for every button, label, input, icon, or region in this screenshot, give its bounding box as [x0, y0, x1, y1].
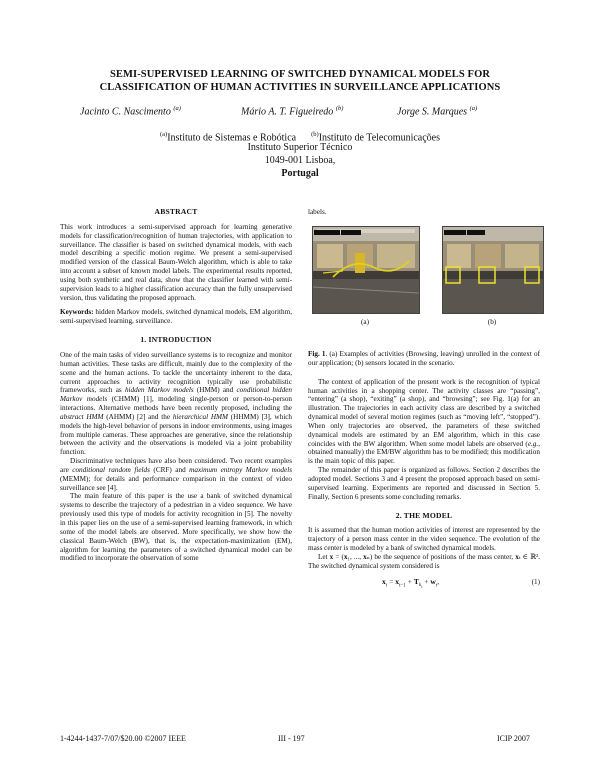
model-heading: 2. THE MODEL	[395, 510, 453, 520]
author-2: Mário A. T. Figueiredo $^{(b)}$	[241, 105, 344, 118]
intro-paragraph-1: One of the main tasks of video surveillance systems is to recognize and monitor human activities. These tasks are difficult, mainly due to the complexity of the scene and the human actions. To tackle the uncertainty inherent to the data, current approaches to activity recognition typically use probabilistic frameworks, such as hidden Markov models (HMM) and conditional hidden Markov models (CHMM) [1], modeling single-person or person-to-person interactions. Alternative methods have been recently proposed, including the abstract HMM (AHMM) [2] and the hierarchical HMM (HHMM) [3], which models the high-level behavior of persons in indoor environments, using images from multiple cameras. These approaches are generative, since the relationship between the activity and the observations is modeled via a joint probability function.	[60, 350, 293, 457]
model-paragraph-2: Let x = (x₁, ..., xₙ) be the sequence of positions of the mass center, xₜ ∈ ℝ². The switched dynamical system considered is	[308, 552, 540, 570]
figure-1b-image	[442, 226, 544, 314]
author-1-mark: (a)	[173, 105, 181, 112]
affiliation-line-3: 1049-001 Lisboa,	[264, 155, 336, 166]
keywords-text: hidden Markov models, switched dynamical models, EM algorithm, semi-supervised learning, surveillance.	[60, 308, 292, 326]
equation-1	[308, 578, 540, 588]
intro-heading: 1. INTRODUCTION	[140, 335, 212, 345]
affil-b: Instituto de Telecomunicações	[318, 132, 440, 144]
model-paragraph-1: It is assumed that the human motion activities of interest are represented by the trajectory of a person mass center in the video sequence. The evolution of the mass center is modeled by a bank of switched dynamical models.	[308, 526, 540, 553]
paper-title	[40, 68, 560, 94]
equation-body: $x_t = x_{t-1} + T_{k_t} + w_t$,	[382, 576, 440, 590]
affiliation-line-2: Instituto Superior Técnico	[247, 142, 353, 153]
affil-a-mark: (a)	[160, 131, 168, 138]
author-3: Jorge S. Marques $^{(a)}$	[397, 105, 478, 118]
figure-1-caption-label: Fig. 1	[308, 350, 326, 358]
abstract-text: This work introduces a semi-supervised approach for learning generative models for classification/recognition of human trajectories, with application to surveillance. The classifier is based on switched dynamical models, with each model describing a specific motion regime. We present a semi-supervised modified version of the classical Baum-Welch algorithm, which is able to take into account a subset of known model labels. The experimental results reported, using both synthetic and real data, show that the classifier learned with semi-supervision leads to a higher classification accuracy than the fully unsupervised version, thus validating the proposed approach.	[60, 222, 292, 302]
left-column	[60, 208, 292, 563]
affil-a: Instituto de Sistemas e Robótica	[167, 132, 297, 144]
intro-paragraph-3: The main feature of this paper is the use a bank of switched dynamical systems to describe the trajectory of a pedestrian in a video sequence. We have previously used this type of models for activity recognition in [5]. The novelty in this paper lies on the use of a semi-supervised learning framework, in which some of the model labels are observed. More specifically, we show how the classical Baum-Welch (BW), that is, the expectation-maximization (EM), algorithm for learning the parameters of a switched dynamical model can be modified to incorporate the observation of some	[60, 492, 292, 563]
figure-1-caption-text: . (a) Examples of activities (Browsing, leaving) unrolled in the context of our application; (b) sensors located in the scenario.	[308, 350, 540, 367]
labels-continuation: labels.	[308, 208, 327, 216]
author-3-mark: (a)	[469, 105, 478, 112]
abstract-heading: ABSTRACT	[154, 207, 198, 216]
figure-1a-image	[312, 226, 420, 314]
right-paragraph-1: The context of application of the present work is the recognition of typical human activities in a shopping center. The activity classes are “passing”, “entering” (a shop), “exiting” (a shop), and “browsing”; see Fig. 1(a) for an illustration. The trajectories in each activity class are described by a switched dynamical model of several motion regimes (such as “moving left”, “stopped”). When only trajectories are observed, the parameters of these switched dynamical models are estimated by an EM algorithm, which in this case coincides with the BW algorithm. When some model labels are observed (e.g., obtained manually) the EM/BW algorithm has to be modified; this modification is the main topic of this paper.	[308, 377, 540, 466]
equation-number: (1)	[531, 577, 540, 586]
affiliation-country: Portugal	[281, 168, 319, 179]
keywords-label: Keywords:	[60, 308, 94, 317]
figure-1a-label: (a)	[361, 318, 369, 326]
footer-copyright: 1-4244-1437-7/07/$20.00 ©2007 IEEE	[60, 734, 186, 743]
keywords	[60, 308, 292, 326]
title-line-2: CLASSIFICATION OF HUMAN ACTIVITIES IN SURVEILLANCE APPLICATIONS	[99, 82, 501, 93]
author-2-mark: (b)	[335, 105, 344, 112]
title-line-1: SEMI-SUPERVISED LEARNING OF SWITCHED DYNAMICAL MODELS FOR	[109, 69, 491, 80]
figure-1b-label: (b)	[487, 318, 497, 326]
footer-venue: ICIP 2007	[497, 734, 530, 743]
figure-1b-scene	[443, 227, 543, 313]
right-column	[308, 350, 540, 588]
affil-b-mark: (b)	[311, 131, 319, 138]
author-1: Jacinto C. Nascimento $^{(a)}$	[80, 105, 181, 118]
figure-1-caption	[308, 350, 540, 368]
intro-paragraph-2: Discriminative techniques have also been considered. Two recent examples are conditional random fields (CRF) and maximum entropy Markov models (MEMM); for details and performance comparison in the context of video surveillance see [4].	[60, 457, 292, 492]
footer-page-number: III - 197	[278, 734, 305, 743]
figure-1a-scene	[313, 227, 419, 313]
right-paragraph-2: The remainder of this paper is organized as follows. Section 2 describes the adopted model. Sections 3 and 4 present the proposed approach based on semi-supervised learning. Experiments are reported and discussed in Section 5. Finally, Section 6 presents some concluding remarks.	[308, 466, 540, 501]
